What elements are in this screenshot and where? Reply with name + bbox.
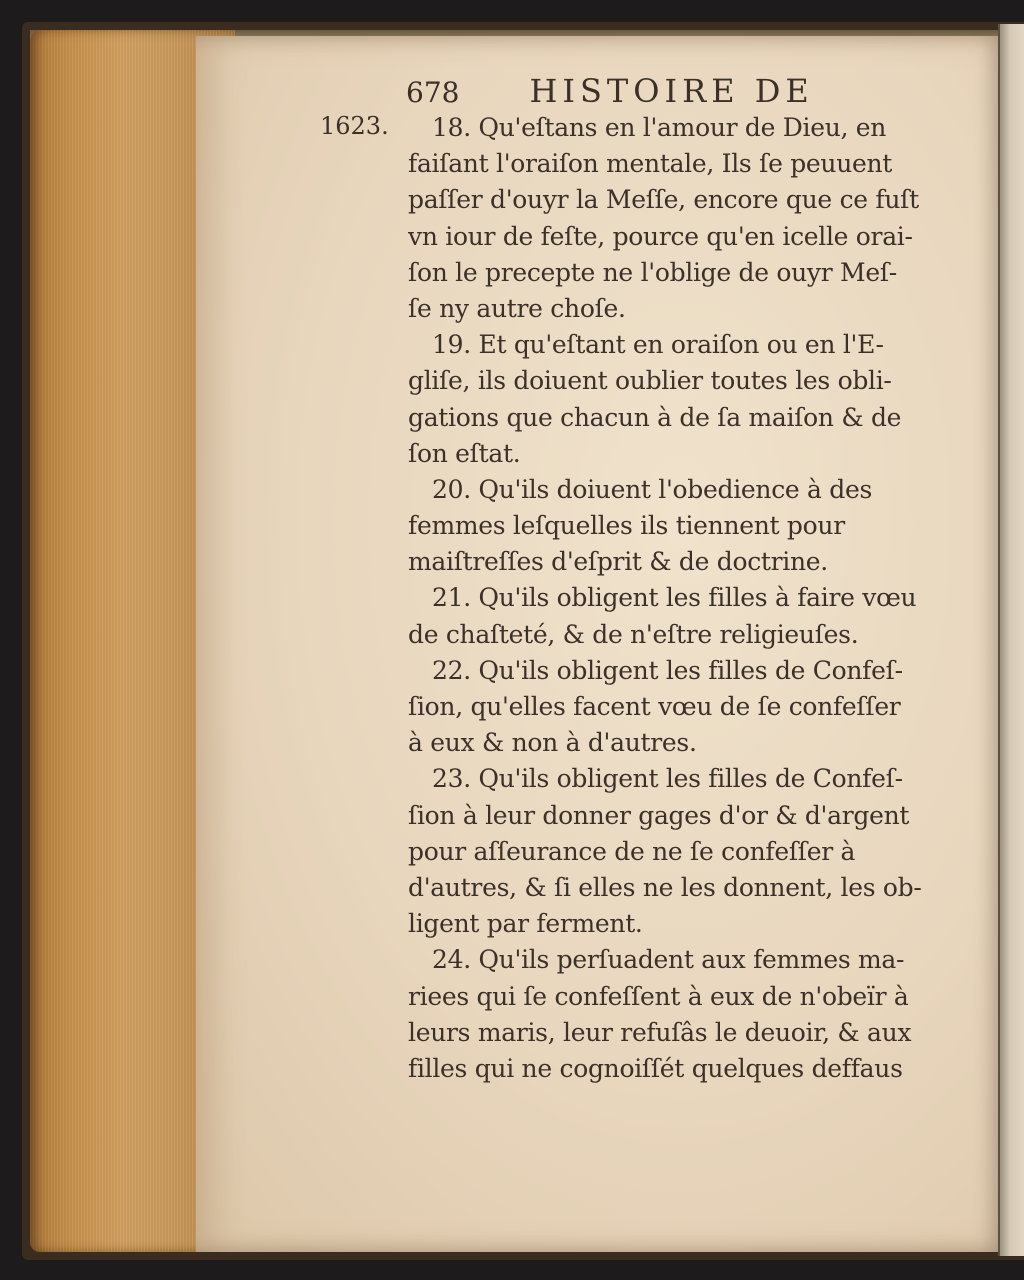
text-line: riees qui ſe confeſſent à eux de n'obeïr à [408, 981, 909, 1011]
margin-year-note: 1623. [320, 112, 389, 140]
text-line: 18. Qu'eſtans en l'amour de Dieu, en [432, 113, 887, 142]
page-header [406, 72, 814, 110]
text-line: 19. Et qu'eſtant en oraiſon ou en l'E- [432, 330, 884, 360]
text-line: pour aſſeurance de ne ſe confeſſer à [408, 836, 856, 866]
text-line: maiſtreſſes d'eſprit & de doctrine. [408, 547, 828, 577]
page-number: 678 [406, 76, 460, 109]
text-line: filles qui ne cognoiſſét quelques deffaus [408, 1053, 903, 1083]
facing-page-edge [998, 24, 1024, 1256]
text-line: 23. Qu'ils obligent les filles de Confeſ- [432, 764, 903, 794]
text-line: ſon eſtat. [408, 438, 521, 468]
text-line: gliſe, ils doiuent oublier toutes les obli- [408, 366, 892, 396]
text-line: d'autres, & ſi elles ne les donnent, les ob- [408, 872, 922, 902]
text-line: paſſer d'ouyr la Meſſe, encore que ce fuſt [408, 185, 919, 215]
text-line: ſion, qu'elles facent vœu de ſe confeſſer [408, 692, 901, 721]
text-line: 20. Qu'ils doiuent l'obedience à des [432, 474, 873, 504]
body-text [408, 110, 978, 1087]
running-head: HISTOIRE DE [529, 72, 814, 110]
text-line: leurs maris, leur refuſâs le deuoir, & aux [408, 1017, 912, 1047]
text-line: ſon le precepte ne l'oblige de ouyr Meſ- [408, 257, 897, 287]
text-line: à eux & non à d'autres. [408, 728, 697, 758]
text-line: 22. Qu'ils obligent les filles de Confeſ- [432, 655, 903, 685]
text-line: ligent par ferment. [408, 909, 643, 939]
text-line: faiſant l'oraiſon mentale, Ils ſe peuuent [408, 149, 893, 179]
text-line: 24. Qu'ils perſuadent aux femmes ma- [432, 945, 905, 975]
text-line: gations que chacun à de ſa maiſon & de [408, 402, 902, 432]
text-line: ſion à leur donner gages d'or & d'argent [408, 800, 910, 830]
text-line: 21. Qu'ils obligent les filles à faire vœu [432, 583, 917, 613]
text-line: de chaſteté, & de n'eſtre religieuſes. [408, 619, 859, 649]
text-line: vn iour de feſte, pource qu'en icelle orai- [408, 221, 913, 251]
text-line: femmes leſquelles ils tiennent pour [408, 511, 845, 541]
text-line: ſe ny autre choſe. [408, 293, 626, 323]
